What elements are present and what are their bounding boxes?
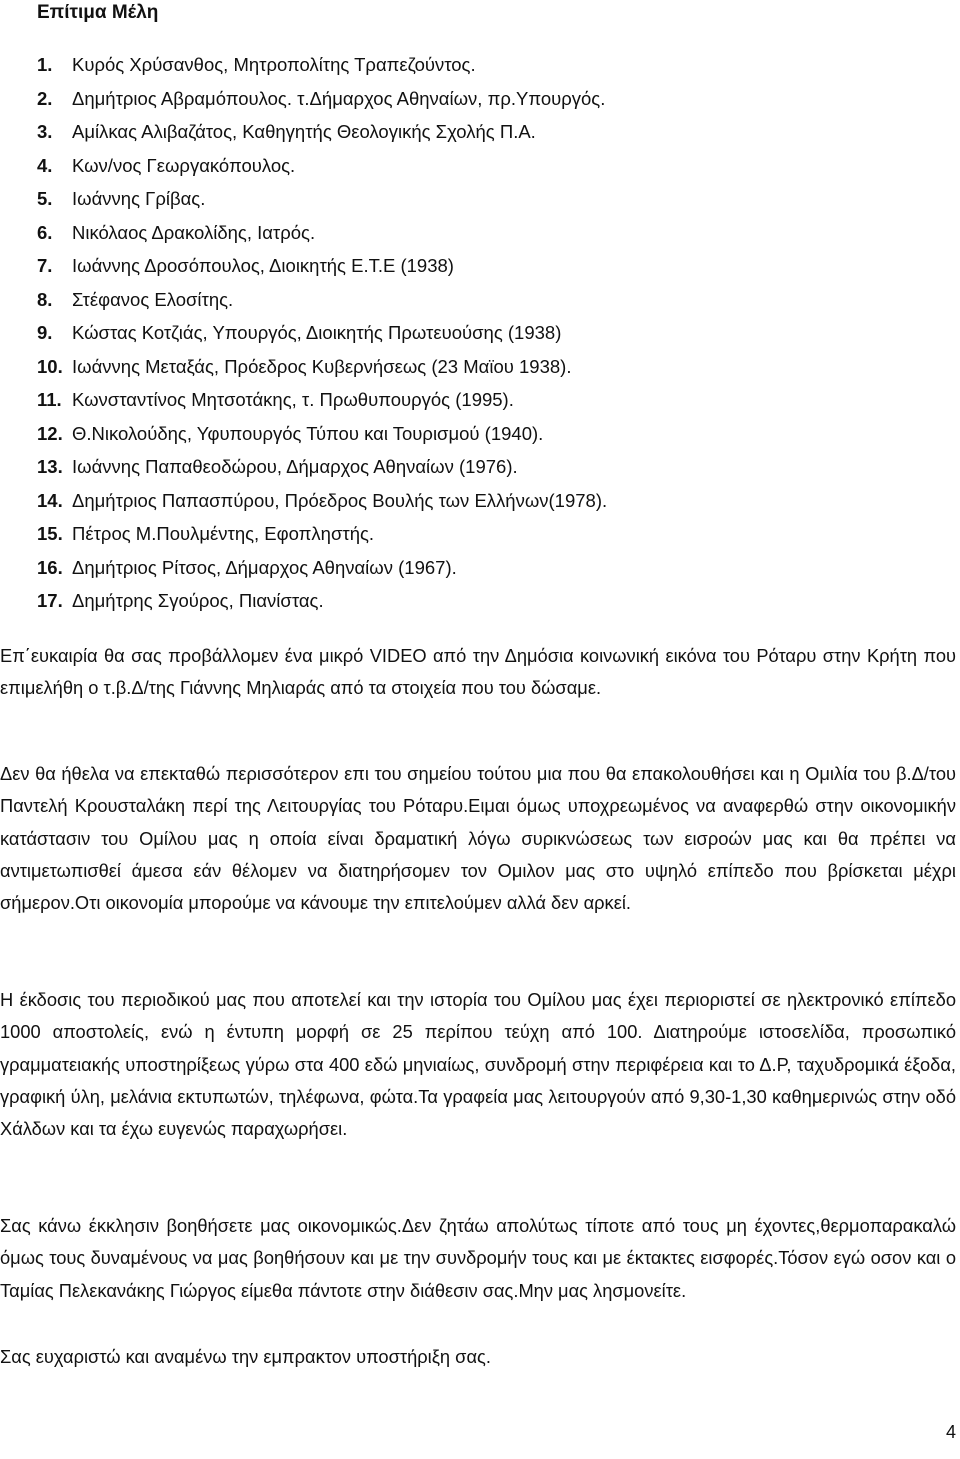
- list-item-number: 1.: [37, 54, 53, 75]
- list-item-text: Ιωάννης Μεταξάς, Πρόεδρος Κυβερνήσεως (23 Μαϊου 1938).: [72, 355, 572, 377]
- paragraph-video-announcement: Επ΄ευκαιρία θα σας προβάλλομεν ένα μικρό VIDEO από την Δημόσια κοινωνική εικόνα του Ρόταρυ στην Κρήτη που επιμελήθη ο τ.β.Δ/της Γιάννης Μηλιαράς από τα στοιχεία που του δώσαμε.: [0, 645, 956, 699]
- honorary-members-list: [37, 48, 607, 618]
- list-item-number: 9.: [37, 322, 53, 343]
- list-item-number: 13.: [37, 456, 63, 477]
- list-item-number: 3.: [37, 121, 53, 142]
- list-item: [37, 517, 607, 551]
- list-item-text: Ιωάννης Παπαθεοδώρου, Δήμαρχος Αθηναίων (1976).: [72, 456, 518, 477]
- list-item-number: 12.: [37, 422, 63, 444]
- list-item-text: Κωνσταντίνος Μητσοτάκης, τ. Πρωθυπουργός (1995).: [72, 389, 514, 410]
- list-item: [37, 417, 607, 451]
- list-item: [37, 82, 607, 116]
- list-item-number: 11.: [37, 389, 62, 410]
- list-item: [37, 48, 607, 82]
- list-item-number: 16.: [37, 556, 63, 578]
- section-heading: Επίτιμα Μέλη: [37, 2, 159, 23]
- paragraph-appeal: Σας κάνω έκκλησιν βοηθήσετε μας οικονομικώς.Δεν ζητάω απολύτως τίποτε από τους μη έχοντες,θερμοπαρακαλώ όμως τους δυναμένους να μας βοηθήσουν και με την συνδρομήν τους και με έκτακτες εισφορές.Τόσον εγώ οσον και ο Ταμίας Πελεκανάκης Γιώργος είμεθα πάντοτε στην διάθεσιν σας.Μην μας λησμονείτε.: [0, 1215, 956, 1301]
- list-item: [37, 216, 607, 250]
- list-item-number: 10.: [37, 355, 63, 377]
- list-item-text: Αμίλκας Αλιβαζάτος, Καθηγητής Θεολογικής Σχολής Π.Α.: [72, 121, 536, 142]
- paragraph-publication-expenses: Η έκδοσις του περιοδικού μας που αποτελεί και την ιστορία του Ομίλου μας έχει περιοριστεί σε ηλεκτρονικό επίπεδο 1000 αποστολείς, ενώ η έντυπη μορφή σε 25 περίπου τεύχη από 100. Διατηρούμε ιστοσελίδα, προσωπικό γραμματειακής υποστηρίξεως γύρω στα 400 εδώ μηνιαίως, συνδρομή στην περιφέρεια και το Δ.Ρ, ταχυδρομικά έξοδα, γραφική ύλη, μελάνια εκτυπωτών, τηλέφωνα, φώτα.Τα γραφεία μας λειτουργούν από 9,30-1,30 καθημερινώς στην οδό Χάλδων και τα έχω ευγενώς παραχωρήσει.: [0, 989, 956, 1140]
- list-item-text: Κυρός Χρύσανθος, Μητροπολίτης Τραπεζούντος.: [72, 54, 476, 75]
- list-item: [37, 115, 607, 149]
- list-item-text: Δημήτριος Αβραμόπουλος. τ.Δήμαρχος Αθηναίων, πρ.Υπουργός.: [72, 87, 606, 109]
- list-item-number: 6.: [37, 221, 53, 243]
- list-item-text: Νικόλαος Δρακολίδης, Ιατρός.: [72, 221, 316, 243]
- list-item: [37, 350, 607, 384]
- list-item: [37, 283, 607, 317]
- paragraph-financial-situation: Δεν θα ήθελα να επεκταθώ περισσότερον επι του σημείου τούτου μια που θα επακολουθήσει και η Ομιλία του β.Δ/του Παντελή Κρουσταλάκη περί της Λειτουργίας του Ρόταρυ.Ειμαι όμως υποχρεωμένος να αναφερθώ στην οικονομικήν κατάστασιν του Ομίλου μας η οποία είναι δραματική λόγω συρικνώσεως των εισροών μας και θα πρέπει να αντιμετωπισθεί άμεσα εάν θέλομεν να διατηρήσομεν τον Ομιλον μας στο υψηλό επίπεδο που βρίσκεται μέχρι σήμερον.Οτι οικονομία μπορούμε να κάνουμε την επιτελούμεν αλλά δεν αρκεί.: [0, 763, 956, 914]
- list-item-text: Θ.Νικολούδης, Υφυπουργός Τύπου και Τουρισμού (1940).: [72, 422, 544, 444]
- list-item-number: 14.: [37, 489, 63, 511]
- list-item: [37, 551, 607, 585]
- list-item-number: 5.: [37, 188, 53, 209]
- list-item: [37, 584, 607, 618]
- list-item: [37, 484, 607, 518]
- list-item-number: 2.: [37, 87, 53, 109]
- list-item-number: 8.: [37, 288, 53, 310]
- list-item-number: 4.: [37, 154, 53, 176]
- list-item: [37, 450, 607, 484]
- list-item-text: Δημήτριος Ρίτσος, Δήμαρχος Αθηναίων (1967).: [72, 556, 457, 578]
- list-item: [37, 149, 607, 183]
- list-item-text: Πέτρος Μ.Πουλμέντης, Εφοπληστής.: [72, 523, 375, 544]
- list-item-text: Ιωάννης Γρίβας.: [72, 188, 206, 209]
- list-item-text: Δημήτρης Σγούρος, Πιανίστας.: [72, 590, 324, 611]
- page-number: 4: [945, 1422, 956, 1442]
- list-item-text: Στέφανος Ελοσίτης.: [72, 288, 234, 310]
- list-item-text: Δημήτριος Παπασπύρου, Πρόεδρος Βουλής των Ελλήνων(1978).: [72, 489, 608, 511]
- list-item-text: Κων/νος Γεωργακόπουλος.: [72, 154, 296, 176]
- list-item: [37, 182, 607, 216]
- list-item-text: Ιωάννης Δροσόπουλος, Διοικητής Ε.Τ.Ε (1938): [72, 255, 454, 276]
- list-item: [37, 316, 607, 350]
- list-item-number: 15.: [37, 523, 63, 544]
- list-item-number: 7.: [37, 255, 53, 276]
- paragraph-thanks: Σας ευχαριστώ και αναμένω την εμπρακτον υποστήριξη σας.: [0, 1346, 491, 1367]
- list-item: [37, 383, 607, 417]
- list-item: [37, 249, 607, 283]
- list-item-text: Κώστας Κοτζιάς, Υπουργός, Διοικητής Πρωτευούσης (1938): [72, 322, 562, 343]
- list-item-number: 17.: [37, 590, 63, 611]
